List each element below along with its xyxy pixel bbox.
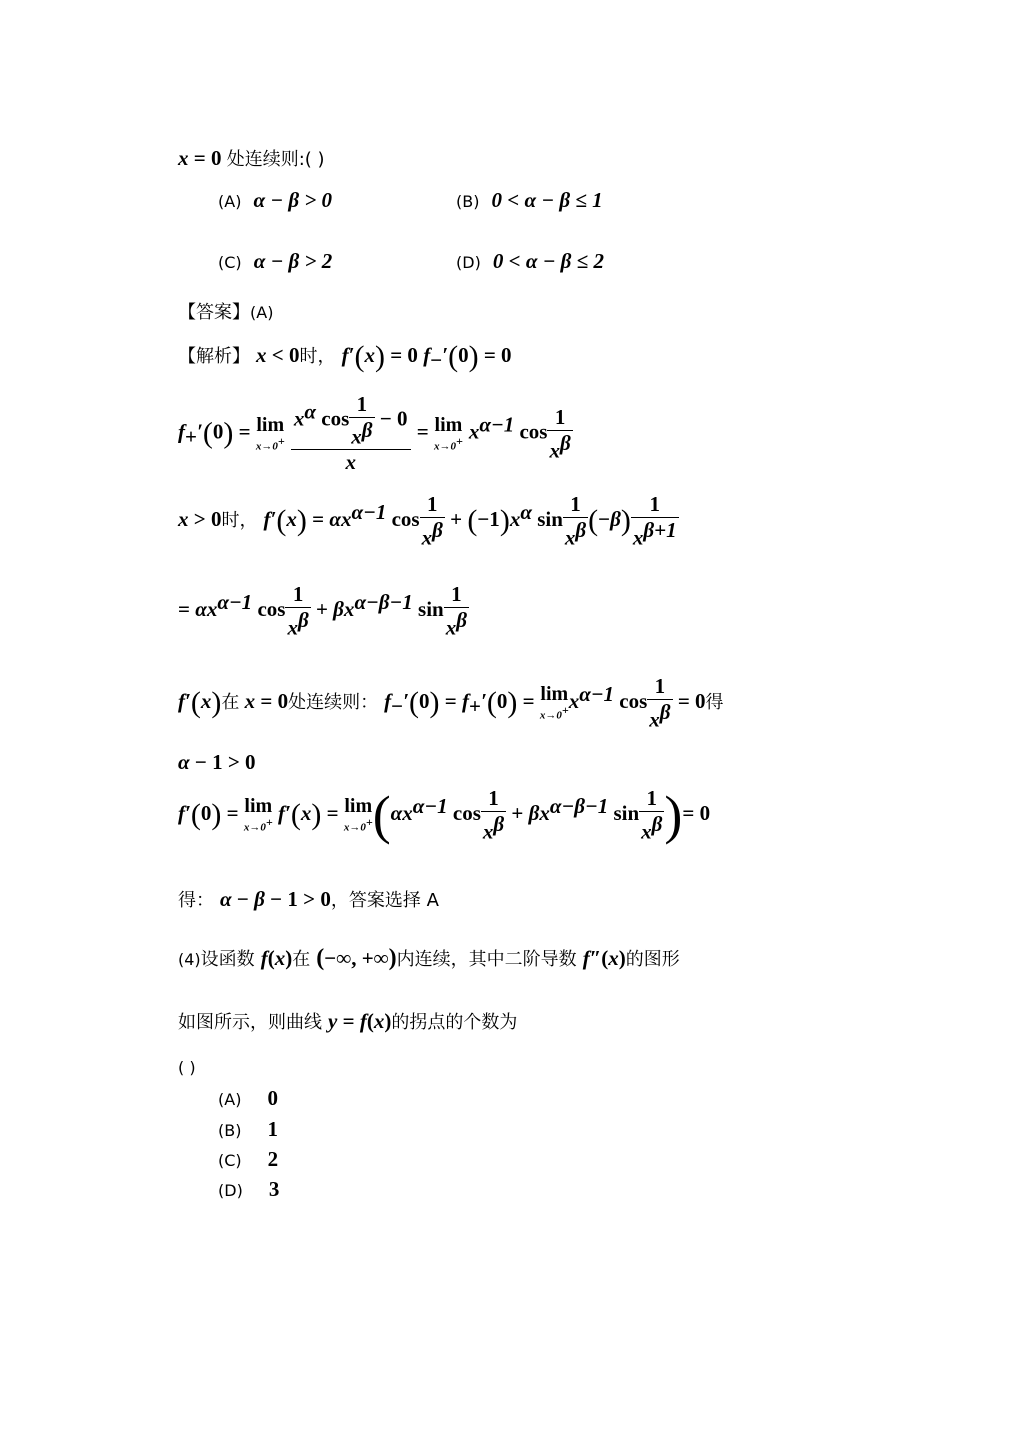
conclusion-line: 得： α − β − 1 > 0，答案选择 A (178, 887, 439, 911)
q4-option-a: (A) 0 (218, 1086, 278, 1110)
question4-line-2: 如图所示，则曲线 y = f(x)的拐点的个数为 (178, 1009, 518, 1033)
option-a: (A) α − β > 0 (218, 188, 333, 212)
continuity-line: f′(x)在 x = 0处连续则： $f_-'(0) = f_+'(0)$ = lim x→0+ $x^{\alpha-1}$ cos $\frac{1}{x^\beta}$ = 0得 (178, 674, 724, 732)
option-b: (B) 0 < α − β ≤ 1 (456, 188, 603, 212)
q4-option-d: (D) 3 (218, 1177, 280, 1201)
question-tail-line: x = 0 处连续则:( ) (178, 146, 325, 170)
question4-line-1: (4)设函数 f(x)在 (−∞, +∞)内连续，其中二阶导数 f″(x)的图形 (178, 945, 680, 971)
analysis-line-1: 【解析】 x < 0时， f′(x) = 0 $f_-'(0) = 0$ (178, 340, 512, 373)
answer-line: 【答案】(A) (178, 302, 274, 323)
q4-option-c: (C) 2 (218, 1147, 279, 1171)
option-c: (C) α − β > 2 (218, 249, 333, 273)
derivative-gt-line: x > 0时， $f'(x) = \alpha x^{\alpha-1}$ cos $\frac{1}{x^\beta}$ + $(-1)x^\alpha$ sin $\frac{1}{x^\beta}$ (−β) $\frac{1}{x^{\beta+1}}$ (178, 492, 677, 550)
question4-answer-paren: ( ) (178, 1058, 196, 1077)
second-limit-line: f′(0) = lim x→0+ f′(x) = lim x→0+ ($\alpha x^{\alpha-1}$ cos $\frac{1}{x^\beta}$ + $\beta x^{\alpha-\beta-1}$ sin $\frac{1}{x^\beta}$ )= 0 (178, 785, 711, 846)
alpha-condition-line: α − 1 > 0 (178, 750, 256, 774)
derivative-simplified-line: = $\alpha x^{\alpha-1}$ cos $\frac{1}{x^\beta}$ + $\beta x^{\alpha-\beta-1}$ sin $\frac{1}{x^\beta}$ (178, 582, 467, 640)
option-d: (D) 0 < α − β ≤ 2 (456, 249, 604, 273)
q4-option-b: (B) 1 (218, 1117, 278, 1141)
right-derivative-line: $f_+'(0)$ = lim x→0+ $x^\alpha$ cos $\frac{1}{x^\beta}$ − 0 x = lim x→0+ $x^{\alpha-1}$ cos $\frac{1}{x^\beta}$ (178, 392, 571, 475)
question-tail-text: 处连续则:( ) (226, 149, 325, 170)
